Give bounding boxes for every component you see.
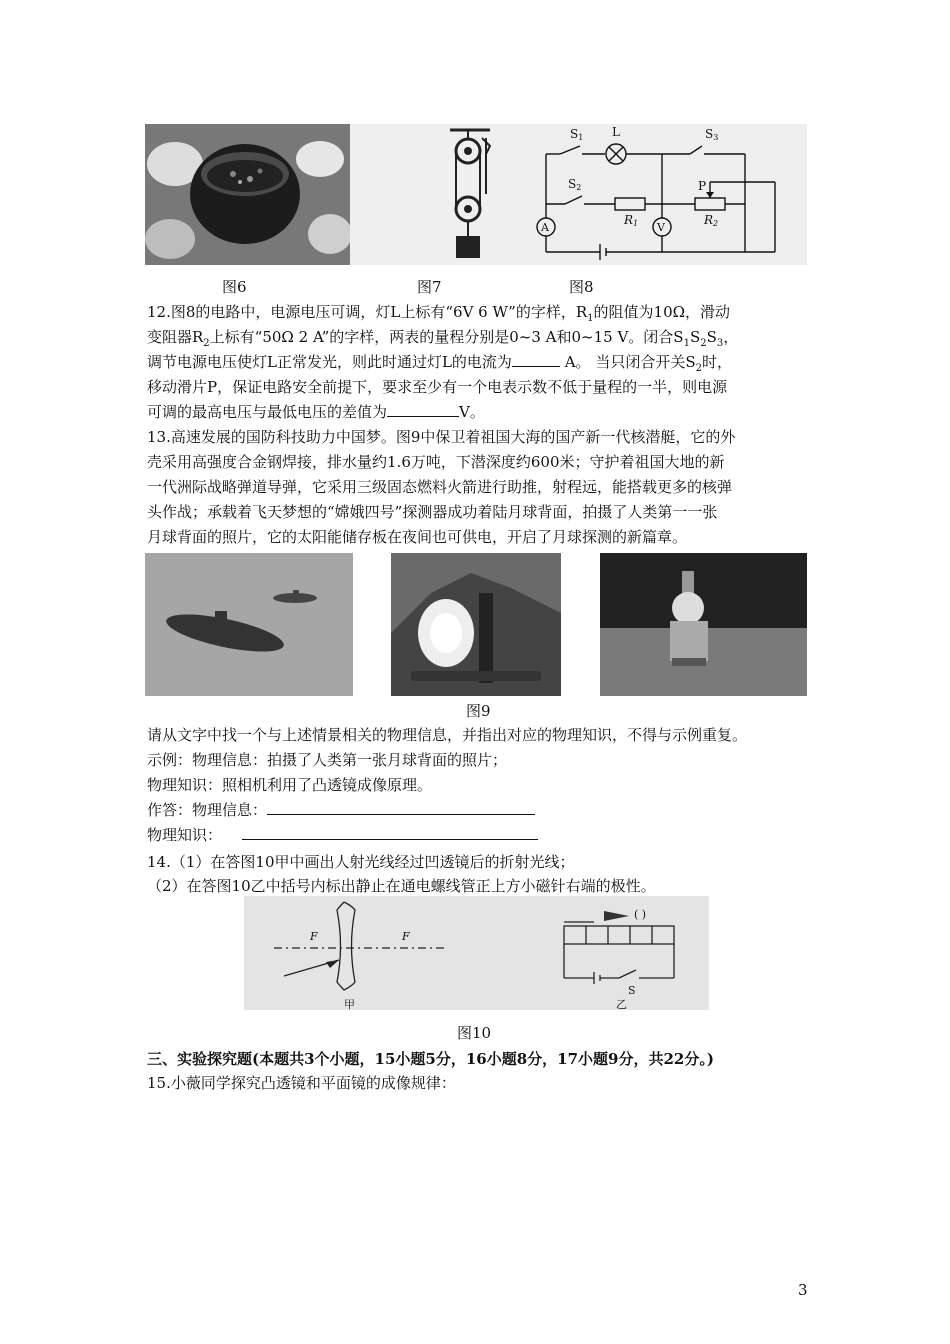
label-f-left: F <box>310 930 318 943</box>
q12-line1: 12.图8的电路中，电源电压可调，灯L上标有“6V 6 W”的字样，$R_1$的阻值为10Ω，滑动 <box>147 303 731 324</box>
figure-9-lunar-rover-photo <box>600 553 807 696</box>
q14-line1: 14.（1）在答图10甲中画出人射光线经过凹透镜后的折射光线； <box>147 853 575 871</box>
q14-line2: （2）在答图10乙中括号内标出静止在通电螺线管正上方小磁针右端的极性。 <box>147 877 656 895</box>
q12-text: 时， <box>701 353 732 371</box>
label-f-right: F <box>402 930 410 943</box>
q13-line4: 头作战；承载着飞天梦想的“嫦娥四号”探测器成功着陆月球背面，拍摄了人类第一一张 <box>147 503 718 521</box>
label-r2-sub: 2 <box>713 219 719 228</box>
q12-text: S <box>689 328 701 346</box>
answer-blank-physics-knowledge[interactable] <box>242 825 538 840</box>
label-s1-sub: 1 <box>578 133 584 142</box>
label-lamp: L <box>612 125 620 139</box>
q13-answer-knowledge <box>147 823 538 847</box>
figure-10-optics-magnetism <box>244 896 709 1010</box>
figure-9-submarine-photo <box>145 553 353 696</box>
caption-fig10: 图10 <box>457 1024 492 1042</box>
q13-line8: 物理知识：照相机利用了凸透镜成像原理。 <box>147 776 433 794</box>
figure-8-circuit <box>530 124 807 265</box>
q12-text: 移动滑片P，保证电路安全前提下，要求至少有一个电表示数不低于量程的一半，则电源 <box>147 378 728 396</box>
q13-answer-label: 物理知识： <box>147 826 223 844</box>
q12-line3: 调节电源电压使灯L正常发光，则此时通过灯L的电流为 A。 当只闭合开关$S_2$时， <box>147 353 732 374</box>
label-s3-sub: 3 <box>713 133 719 142</box>
label-s2-sub: 2 <box>576 183 582 192</box>
label-paren: ( ) <box>634 908 647 921</box>
figure-9-missile-photo <box>391 553 561 696</box>
label-ammeter: A <box>541 221 549 234</box>
caption-fig7: 图7 <box>417 278 442 296</box>
q13-answer-label: 作答：物理信息： <box>147 801 268 819</box>
q12-line2: 变阻器$R_2$上标有“50Ω 2 A”的字样，两表的量程分别是0~3 A和0~15 V。闭合$S_1S_2S_3$， <box>147 328 739 349</box>
q15-line1: 15.小薇同学探究凸透镜和平面镜的成像规律： <box>147 1074 456 1092</box>
label-switch-s: S <box>628 984 636 997</box>
q13-line2: 壳采用高强度合金钢焊接，排水量约1.6万吨，下潜深度约600米；守护着祖国大地的新 <box>147 453 725 471</box>
q12-line4 <box>147 375 727 399</box>
q13-line6: 请从文字中找一个与上述情景相关的物理信息，并指出对应的物理知识，不得与示例重复。 <box>147 726 748 744</box>
figure-6-photo <box>145 124 350 265</box>
q12-text: 的阻值为10Ω，滑动 <box>593 303 731 321</box>
q12-text: V。 <box>459 403 485 421</box>
label-r2: R <box>704 213 714 227</box>
label-s3: S <box>705 127 714 141</box>
q12-text: 变阻器R <box>147 328 204 346</box>
caption-fig10-b: 乙 <box>616 998 627 1010</box>
label-r1: R <box>624 213 634 227</box>
label-s1: S <box>570 127 579 141</box>
q12-text: 12.图8的电路中，电源电压可调，灯L上标有“6V 6 W”的字样，R <box>147 303 588 321</box>
q12-text: S <box>706 328 717 346</box>
q12-text: 可调的最高电压与最低电压的差值为 <box>147 403 388 421</box>
q12-text: A。 当只闭合开关S <box>564 353 696 371</box>
q12-text: 调节电源电压使灯L正常发光，则此时通过灯L的电流为 <box>147 353 512 371</box>
caption-fig9: 图9 <box>466 702 491 720</box>
label-voltmeter: V <box>657 221 665 234</box>
label-p: P <box>698 179 707 193</box>
answer-blank-voltage[interactable] <box>387 402 459 417</box>
section-3-heading: 三、实验探究题(本题共3个小题，15小题5分，16小题8分，17小题9分，共22分。) <box>147 1050 714 1068</box>
q13-line3: 一代洲际战略弹道导弹，它采用三级固态燃料火箭进行助推，射程远，能搭载更多的核弹 <box>147 478 733 496</box>
q13-line5: 月球背面的照片，它的太阳能储存板在夜间也可供电，开启了月球探测的新篇章。 <box>147 528 688 546</box>
caption-fig6: 图6 <box>222 278 247 296</box>
q13-answer-info <box>147 798 535 822</box>
answer-blank-physics-info[interactable] <box>267 800 535 815</box>
page-number: 3 <box>798 1281 808 1299</box>
answer-blank-current[interactable] <box>512 352 560 367</box>
q13-line7: 示例：物理信息：拍摄了人类第一张月球背面的照片； <box>147 751 508 769</box>
label-s2: S <box>568 177 577 191</box>
q12-line5 <box>147 400 485 424</box>
q12-text: ， <box>723 328 739 346</box>
caption-fig10-a: 甲 <box>344 998 355 1010</box>
q12-text: 上标有“50Ω 2 A”的字样，两表的量程分别是0~3 A和0~15 V。闭合S <box>209 328 684 346</box>
caption-fig8: 图8 <box>569 278 594 296</box>
label-r1-sub: 1 <box>633 219 639 228</box>
q13-line1: 13.高速发展的国防科技助力中国梦。图9中保卫着祖国大海的国产新一代核潜艇，它的外 <box>147 428 736 446</box>
